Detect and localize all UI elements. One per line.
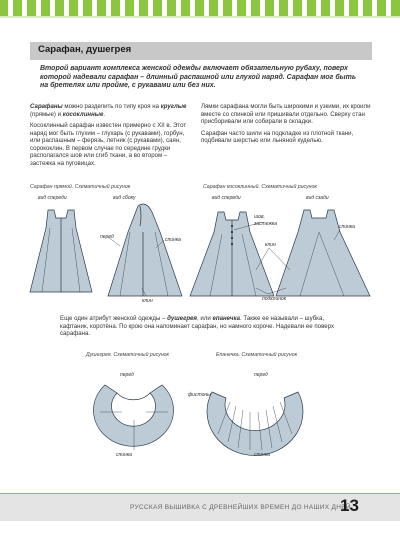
- term-epanechka: епанечка: [212, 315, 241, 322]
- figure1-label-klin: клин: [142, 298, 153, 304]
- text-run: Еще один атрибут женской одежды –: [60, 315, 168, 322]
- text-run: можно разделить по типу кроя на: [62, 103, 161, 110]
- text-run: . Также ее называли – шубка, кафтаник, коротёна. По крою она напоминает сарафан, но намного короче. Надевали ее поверх сарафана.: [60, 315, 334, 337]
- figure2-label-front: вид спереди: [212, 195, 241, 201]
- figure2-label-podklinok: подклинок: [262, 296, 287, 302]
- text-run: , или: [197, 315, 213, 322]
- dushegreya-drawing: [93, 385, 173, 450]
- figure1-caption: Сарафан прямой. Схематичный рисунок: [30, 184, 131, 190]
- page-number: 13: [340, 496, 359, 515]
- dushegreya-paragraph: [60, 315, 350, 338]
- text-run: (прямые) и: [30, 110, 63, 118]
- intro-paragraph: Второй вариант комплекса женской одежды включает обязательную рубаху, поверх которой надевали сарафан – длинный распашной или глухой наряд. Сарафан мог быть на бретелях или пройме, с рукавами или без них.: [40, 65, 357, 90]
- right-paragraph-1: Лямки сарафана могли быть широкими и узкими, их кроили вместе со спинкой или пришивали отдельно. Сверху стан присборивали или собирали в складки.: [201, 103, 371, 125]
- right-paragraph-2: Сарафан часто шили на подкладке из плотной ткани, подбивали шерстью или льняной куделью.: [201, 129, 354, 144]
- figure2-label-shov: шов,: [254, 214, 265, 220]
- term-sarafany: Сарафаны: [30, 103, 63, 110]
- figure3-label-pered: перед: [120, 372, 134, 378]
- figure4-caption: Епанечка. Схематичный рисунок: [216, 352, 298, 358]
- epanechka-drawing: [207, 392, 303, 456]
- footer-accent-line: [0, 493, 400, 494]
- figure1-label-spinka: спинка: [165, 237, 181, 243]
- figure3-label-spinka: спинка: [116, 452, 132, 458]
- section-title: Сарафан, душегрея: [38, 44, 132, 55]
- figure4-label-fistony: фистоны: [188, 392, 211, 398]
- figure2-label-back: вид сзади: [306, 195, 329, 201]
- figure3-caption: Душегрея. Схематичный рисунок: [86, 352, 170, 358]
- figure4-label-spinka: спинка: [254, 452, 270, 458]
- straight-sarafan-front: [30, 210, 92, 292]
- kosoklinny-sarafan-back: [276, 210, 370, 296]
- figure1-label-front: вид спереди: [38, 195, 67, 201]
- figure2-label-zastezhka: застежка: [254, 221, 278, 227]
- left-paragraph-2: Косоклинный сарафан известен примерно с XII в. Этот наряд мог быть глухим – глухарь (с рукавами), горбун, или распашным – ферязь, летник (с рукавами), саян, сорококлин. В первом случае по середине грудки располагался шов или сгиб ткани, а во втором – застежка на пуговицах.: [30, 122, 187, 167]
- text-run: .: [103, 110, 106, 118]
- term-kruglye: круглые: [160, 103, 187, 110]
- figure1-label-pered: перед: [100, 234, 114, 240]
- term-dushegreya: душегрея: [167, 315, 198, 322]
- book-title-footer: РУССКАЯ ВЫШИВКА С ДРЕВНЕЙШИХ ВРЕМЕН ДО НАШИХ ДНЕЙ: [130, 504, 351, 511]
- figure4-label-pered: перед: [254, 372, 268, 378]
- term-kosoklinnye: косоклинные: [62, 110, 104, 118]
- figure1-label-side: вид сбоку: [113, 195, 136, 201]
- figure2-label-spinka: спинка: [339, 224, 355, 230]
- figure2-caption: Сарафан косоклинный. Схематичный рисунок: [203, 184, 317, 190]
- figure2-label-klin: клин: [265, 242, 276, 248]
- straight-sarafan-side: [108, 204, 182, 296]
